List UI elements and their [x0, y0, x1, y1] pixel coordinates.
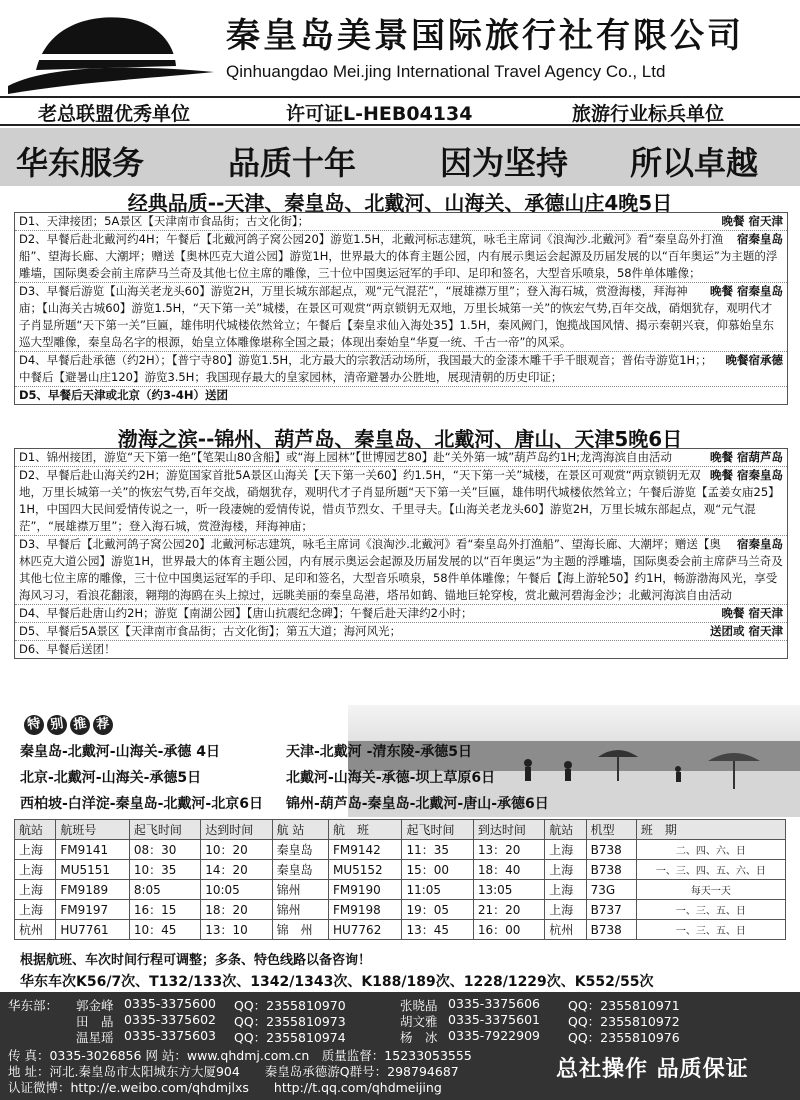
tag-char: 特 — [23, 714, 46, 737]
fax-website-line: 传 真：0335-3026856 网 站：www.qhdmj.com.cn 质量监督：15233053555 — [8, 1048, 472, 1063]
table-cell: 10:05 — [201, 880, 272, 900]
train-numbers: 华东车次K56/7次、T132/133次、1342/1343次、K188/189次、1228/1229次、K552/55次 — [20, 974, 654, 990]
table-cell: FM9198 — [328, 900, 401, 920]
itinerary-day — [15, 387, 787, 404]
contact-name: 温星瑶 — [76, 1030, 114, 1045]
table-cell: B738 — [586, 920, 636, 940]
table-cell: 上海 — [15, 840, 56, 860]
itinerary-day — [15, 283, 787, 352]
slogan-part: 品质十年 — [228, 144, 357, 182]
table-cell: 杭州 — [15, 920, 56, 940]
contact-qq: QQ：2355810973 — [234, 1014, 346, 1029]
table-cell: 18：40 — [473, 860, 544, 880]
table-cell: 13:05 — [473, 880, 544, 900]
table-cell: FM9190 — [328, 880, 401, 900]
table-cell: 10：35 — [129, 860, 200, 880]
hat-logo-icon — [6, 8, 216, 94]
table-cell: 13：20 — [473, 840, 544, 860]
table-cell: 一、三、五、日 — [636, 900, 785, 920]
table-row — [15, 860, 786, 880]
itinerary-day — [15, 449, 787, 467]
slogan-part: 所以卓越 — [630, 144, 759, 182]
table-header-row — [15, 820, 786, 840]
route1-title: 经典品质--天津、秦皇岛、北戴河、山海关、承德山庄4晚5日 — [127, 191, 673, 215]
column-header: 起飞时间 — [129, 820, 200, 840]
day-text: D3、早餐后【北戴河鸽子窝公园20】北戴河标志建筑，咏毛主席词《浪淘沙.北戴河》看“秦皇岛外打渔船”、望海长廊、大潮坪；赠送【奥林匹克大道公园】游览1H，世界最大的体育主题公园，内有展示奥运会起源及历届发展的以“百年奥运”为主题的浮雕墙，国际奥委会前主席萨马兰奇及其他七位主席的雕像，三十位中国奥运冠军的手印、足印和签名，大型音乐喷泉，58件单体雕像；午餐后【海上游轮50】约1H，畅游渤海风光，享受海风习习，看浪花翻滚，翱翔的海鸥在头上掠过，远眺美丽的秦皇岛港，塔吊如鹤、锚地巨轮穿梭，赏北戴河碧海金沙；北戴河海滨自由活动 — [19, 537, 783, 602]
day-text: D1、天津接团；5A景区【天津南市食品街；古文化街】； — [19, 214, 310, 228]
table-cell: B737 — [586, 900, 636, 920]
contact-qq: QQ：2355810974 — [234, 1030, 346, 1045]
license-number: 许可证L-HEB04134 — [286, 103, 473, 125]
table-cell: MU5152 — [328, 860, 401, 880]
table-cell: FM9141 — [56, 840, 129, 860]
table-cell: 11:05 — [402, 880, 473, 900]
honors-bar — [0, 96, 800, 126]
table-cell: MU5151 — [56, 860, 129, 880]
table-cell: 一、三、四、五、六、日 — [636, 860, 785, 880]
itinerary-day — [15, 467, 787, 536]
department-label: 华东部： — [8, 998, 59, 1013]
table-cell: 每天一天 — [636, 880, 785, 900]
special-recommend-tag — [24, 713, 116, 735]
promo-route: 天津-北戴河 -清东陵-承德5日 — [286, 744, 473, 760]
table-cell: 杭州 — [545, 920, 586, 940]
column-header: 班 期 — [636, 820, 785, 840]
company-name-cn: 秦皇岛美景国际旅行社有限公司 — [226, 16, 744, 56]
table-cell: B738 — [586, 860, 636, 880]
table-row — [15, 900, 786, 920]
column-header: 达到时间 — [201, 820, 272, 840]
day-meal: 晚餐 宿葫芦岛 — [709, 450, 783, 464]
recommended-routes — [14, 716, 786, 817]
tag-char: 推 — [69, 714, 92, 737]
honor-item: 老总联盟优秀单位 — [38, 103, 191, 125]
contact-phone: 0335-3375606 — [448, 996, 540, 1011]
itinerary-day — [15, 231, 787, 283]
contact-phone: 0335-3375600 — [124, 996, 216, 1011]
contact-qq: QQ：2355810976 — [568, 1030, 680, 1045]
column-header: 航站 — [545, 820, 586, 840]
table-cell: 19：05 — [402, 900, 473, 920]
day-meal: 晚餐宿承德 — [725, 353, 783, 367]
table-cell: 上海 — [15, 880, 56, 900]
table-cell: 锦 州 — [272, 920, 328, 940]
table-cell: 16：00 — [473, 920, 544, 940]
day-text: D5、早餐后天津或北京（约3-4H）送团 — [19, 388, 228, 402]
day-meal: 宿秦皇岛 — [737, 537, 783, 551]
column-header: 到达时间 — [473, 820, 544, 840]
promo-route: 锦州-葫芦岛-秦皇岛-北戴河-唐山-承德6日 — [286, 796, 549, 812]
route2-title: 渤海之滨--锦州、葫芦岛、秦皇岛、北戴河、唐山、天津5晚6日 — [117, 427, 683, 451]
table-cell: 上海 — [545, 860, 586, 880]
weibo-line: 认证微博：http://e.weibo.com/qhdmjlxs http://t.qq.com/qhdmeijing — [8, 1080, 442, 1095]
contact-footer — [0, 992, 800, 1100]
table-cell: 15：00 — [402, 860, 473, 880]
table-cell: 秦皇岛 — [272, 860, 328, 880]
table-cell: 上海 — [545, 840, 586, 860]
schedule-adjust-note: 根据航班、车次时间行程可调整；多条、特色线路以备咨询！ — [20, 953, 372, 968]
day-text: D5、早餐后5A景区【天津南市食品街；古文化街】；第五大道；海河风光； — [19, 624, 402, 638]
quality-motto: 总社操作 品质保证 — [556, 1057, 749, 1082]
promo-route: 北京-北戴河-山海关-承德5日 — [20, 770, 202, 786]
table-cell: 08：30 — [129, 840, 200, 860]
table-cell: 14：20 — [201, 860, 272, 880]
itinerary-day — [15, 623, 787, 641]
day-text: D4、早餐后赴唐山约2H；游览【南湖公园】【唐山抗震纪念碑】；午餐后赴天津约2小时； — [19, 606, 473, 620]
table-cell: 上海 — [15, 860, 56, 880]
itinerary-day — [15, 641, 787, 658]
day-meal: 晚餐 宿秦皇岛 — [709, 284, 783, 298]
contact-qq: QQ：2355810972 — [568, 1014, 680, 1029]
table-cell: 10：20 — [201, 840, 272, 860]
itinerary-day — [15, 605, 787, 623]
contact-phone: 0335-3375603 — [124, 1028, 216, 1043]
column-header: 机型 — [586, 820, 636, 840]
table-row — [15, 840, 786, 860]
table-cell: FM9189 — [56, 880, 129, 900]
column-header: 航 站 — [272, 820, 328, 840]
slogan-part: 华东服务 — [16, 144, 145, 182]
day-text: D3、早餐后游览【山海关老龙头60】游览2H，万里长城东部起点，观“元气混茫”，“展雄襟万里”；登入海石城，赏澄海楼，拜海神庙；【山海关古城60】游览1.5H，“天下第一关”城楼，在景区可观赏“两京锁钥无双地，万里长城第一关”的恢宏气势,百年交战，硝烟犹存，观明代才子肖显所题“天下第一关”巨匾，雄伟明代城楼依然耸立；午餐后【秦皇求仙入海处35】1.5H，秦风阙门，饱揽战国风情、揭示秦朝兴衰，仰慕始皇东巡大型雕像，秦皇岛名字的根源，始皇立体雕像堪称全国之最；体现出秦始皇“华夏一统、千古一帝”的风采。 — [19, 284, 774, 349]
itinerary-day — [15, 536, 787, 605]
table-cell: 上海 — [545, 900, 586, 920]
table-row — [15, 920, 786, 940]
table-cell: 10：45 — [129, 920, 200, 940]
table-cell: 13：10 — [201, 920, 272, 940]
promo-route: 北戴河-山海关-承德-坝上草原6日 — [286, 770, 496, 786]
header — [0, 0, 800, 96]
contact-name: 郭金峰 — [76, 998, 114, 1013]
table-cell: 锦州 — [272, 880, 328, 900]
day-meal: 送团或 宿天津 — [709, 624, 783, 638]
contact-phone: 0335-3375601 — [448, 1012, 540, 1027]
table-cell: HU7761 — [56, 920, 129, 940]
flight-schedule-table — [14, 819, 786, 940]
table-cell: 21：20 — [473, 900, 544, 920]
contact-name: 张晓晶 — [400, 998, 438, 1013]
address-line: 地 址：河北.秦皇岛市太阳城东方大厦904 秦皇岛承德游Q群号：298794687 — [8, 1064, 459, 1079]
promo-route: 秦皇岛-北戴河-山海关-承德 4日 — [20, 744, 221, 760]
contact-qq: QQ：2355810970 — [234, 998, 346, 1013]
table-cell: 16：15 — [129, 900, 200, 920]
table-cell: 18：20 — [201, 900, 272, 920]
itinerary-day — [15, 352, 787, 387]
column-header: 航班号 — [56, 820, 129, 840]
table-cell: FM9197 — [56, 900, 129, 920]
tag-char: 别 — [46, 714, 69, 737]
tag-char: 荐 — [92, 714, 115, 737]
day-text: D2、早餐后赴北戴河约4H；午餐后【北戴河鸽子窝公园20】游览1.5H，北戴河标志建筑，咏毛主席词《浪淘沙.北戴河》看“秦皇岛外打渔船”、望海长廊、大潮坪；赠送【奥林匹克大道公园】游览1H，世界最大的体育主题公园，内有展示奥运会起源及历届发展的以“百年奥运”为主题的浮雕墙，国际奥委会前主席萨马兰奇及其他七位主席的雕像，三十位中国奥运冠军的手印、足印和签名，大型音乐喷泉，58件单体雕像； — [19, 232, 778, 280]
table-cell: 二、四、六、日 — [636, 840, 785, 860]
table-cell: 上海 — [545, 880, 586, 900]
slogan-banner — [0, 128, 800, 186]
table-cell: 锦州 — [272, 900, 328, 920]
column-header: 航 班 — [328, 820, 401, 840]
table-cell: 73G — [586, 880, 636, 900]
route2-itinerary — [14, 448, 788, 659]
day-text: D4、早餐后赴承德（约2H）；【普宁寺80】游览1.5H，北方最大的宗教活动场所，我国最大的金漆木雕千手千眼观音；普佑寺游览1H；；中餐后【避暑山庄120】游览3.5H；我国现存最大的皇家园林，清帝避暑办公胜地，展现清朝的历史印证； — [19, 353, 713, 384]
column-header: 起飞时间 — [402, 820, 473, 840]
table-cell: 11：35 — [402, 840, 473, 860]
contact-phone: 0335-7922909 — [448, 1028, 540, 1043]
route1-itinerary — [14, 212, 788, 405]
day-meal: 晚餐 宿秦皇岛 — [709, 468, 783, 482]
table-cell: 13：45 — [402, 920, 473, 940]
itinerary-day — [15, 213, 787, 231]
contact-name: 杨 冰 — [400, 1030, 438, 1045]
day-text: D2、早餐后赴山海关约2H；游览国家首批5A景区山海关【天下第一关60】约1.5H，“天下第一关”城楼，在景区可观赏“两京锁钥无双地，万里长城第一关”的恢宏气势,百年交战，硝烟犹存，观明代才子肖显所题“天下第一关”巨匾，雄伟明代城楼依然耸立；午餐后游览【孟姜女庙25】1H，中国四大民间爱情传说之一，听一段凄婉的爱情传说，惜贞节烈女、千里寻夫。【山海关老龙头60】游览2H，万里长城东部起点，观“元气混茫”，“展雄襟万里”；登入海石城，赏澄海楼，拜海神庙； — [19, 468, 780, 533]
table-cell: 8:05 — [129, 880, 200, 900]
day-text: D1、锦州接团，游览“天下第一绝”【笔架山80含船】或“海上园林”【世博园艺80】赴“关外第一城”葫芦岛约1H;龙湾海滨自由活动 — [19, 450, 673, 464]
slogan-part: 因为坚持 — [440, 144, 569, 182]
day-meal: 晚餐 宿天津 — [721, 214, 783, 228]
day-text: D6、早餐后送团！ — [19, 642, 116, 656]
contact-name: 胡文雅 — [400, 1014, 438, 1029]
table-cell: 一、三、五、日 — [636, 920, 785, 940]
table-cell: HU7762 — [328, 920, 401, 940]
table-cell: FM9142 — [328, 840, 401, 860]
table-row — [15, 880, 786, 900]
contact-qq: QQ：2355810971 — [568, 998, 680, 1013]
table-cell: B738 — [586, 840, 636, 860]
company-name-en: Qinhuangdao Mei.jing International Travel Agency Co., Ltd — [226, 62, 666, 81]
promo-route: 西柏坡-白洋淀-秦皇岛-北戴河-北京6日 — [20, 796, 263, 812]
column-header: 航站 — [15, 820, 56, 840]
contact-name: 田 晶 — [76, 1014, 114, 1029]
contact-phone: 0335-3375602 — [124, 1012, 216, 1027]
honor-item: 旅游行业标兵单位 — [572, 103, 725, 125]
table-cell: 秦皇岛 — [272, 840, 328, 860]
day-meal: 晚餐 宿天津 — [721, 606, 783, 620]
day-meal: 宿秦皇岛 — [737, 232, 783, 246]
table-cell: 上海 — [15, 900, 56, 920]
